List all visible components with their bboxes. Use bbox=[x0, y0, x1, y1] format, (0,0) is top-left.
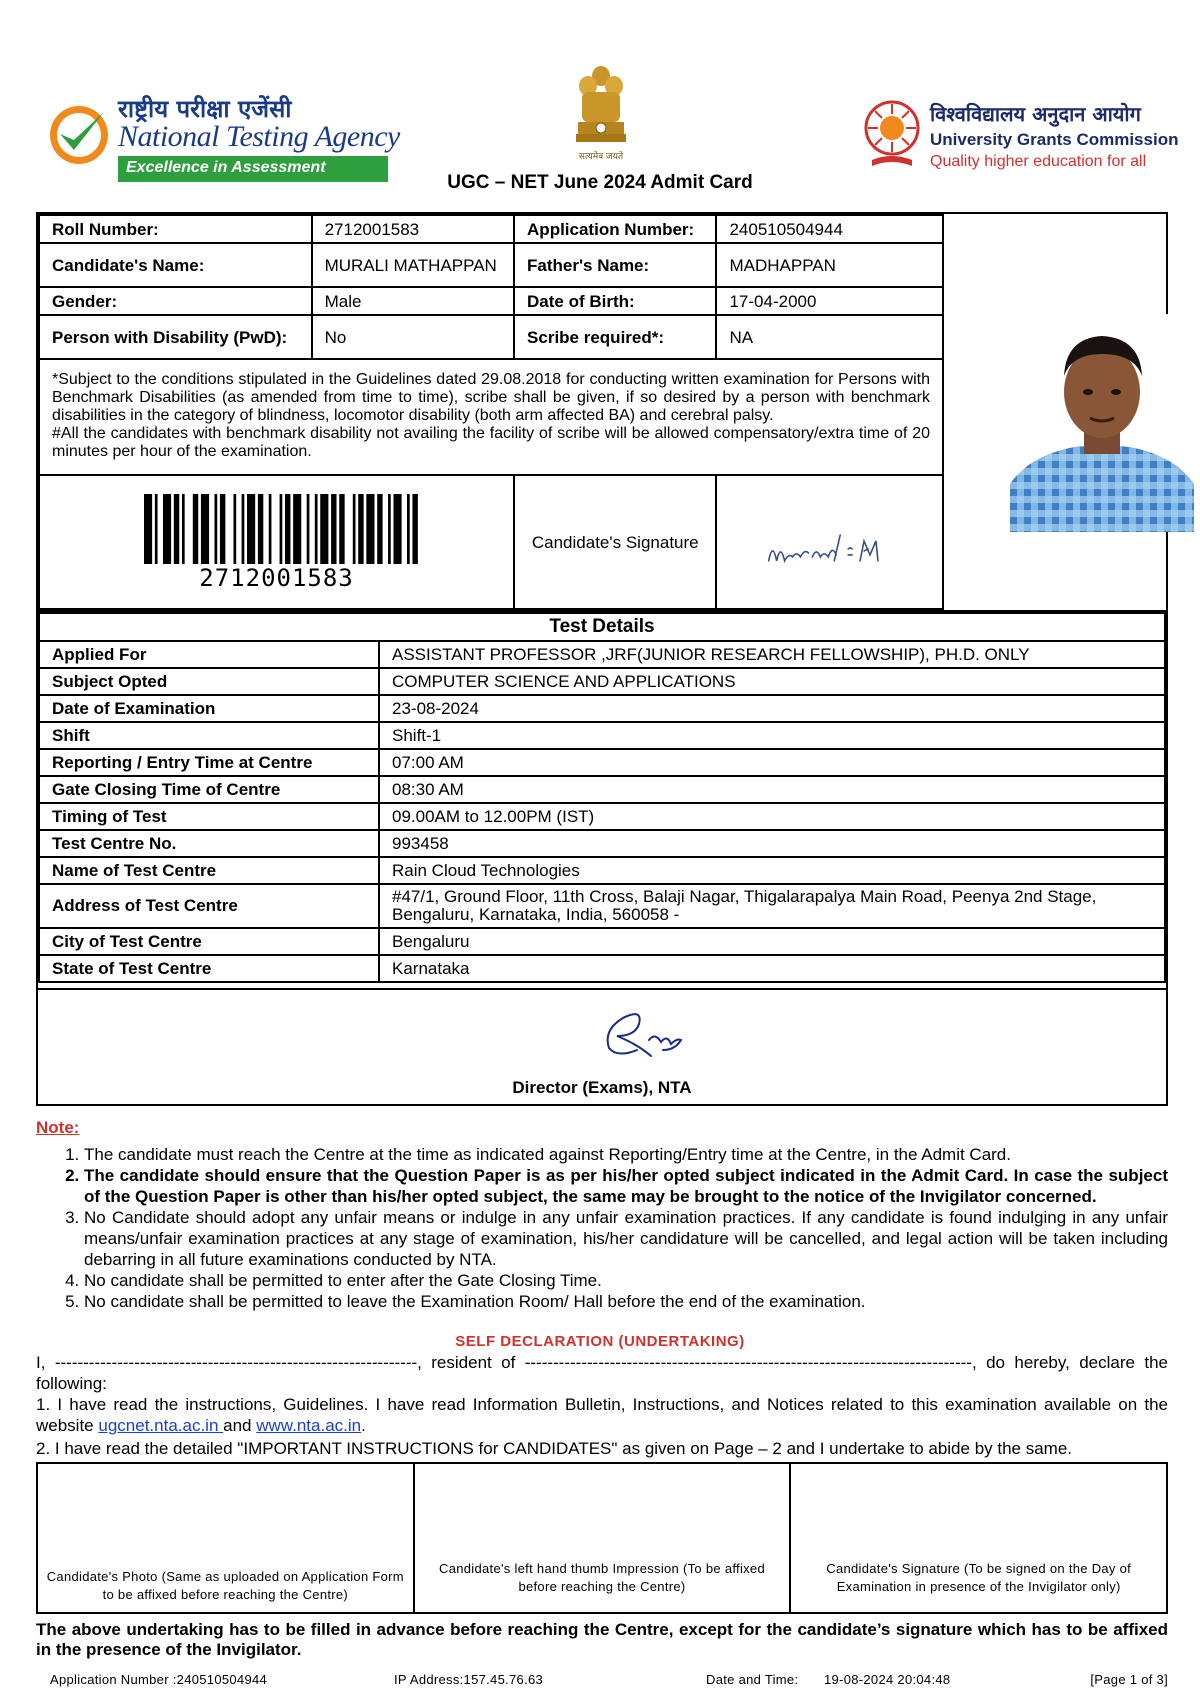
undertaking-boxes bbox=[36, 1462, 1168, 1614]
test-detail-label: Date of Examination bbox=[39, 695, 379, 722]
candidate-name-label: Candidate's Name: bbox=[39, 243, 312, 287]
test-detail-row bbox=[39, 695, 1165, 722]
nta-tagline: Excellence in Assessment bbox=[118, 156, 388, 182]
father-name-label: Father's Name: bbox=[514, 243, 716, 287]
nta-hindi-name: राष्ट्रीय परीक्षा एजेंसी bbox=[118, 95, 292, 123]
note-item: 2. The candidate should ensure that the Question Paper is as per his/her opted subject indicated in the Admit Card. In case the subject of the Question Paper is other than his/her opted subject, the same may be brought to the notice of the Invigilator concerned. bbox=[84, 1165, 1168, 1207]
note-item: 1. The candidate must reach the Centre at the time as indicated against Reporting/Entry time at the Centre, in the Admit Card. bbox=[84, 1144, 1168, 1165]
note-item: 4. No candidate shall be permitted to enter after the Gate Closing Time. bbox=[84, 1270, 1168, 1291]
test-detail-value: ASSISTANT PROFESSOR ,JRF(JUNIOR RESEARCH FELLOWSHIP), PH.D. ONLY bbox=[379, 641, 1165, 668]
footer-date-label: Date and Time: bbox=[706, 1672, 799, 1687]
test-detail-label: Timing of Test bbox=[39, 803, 379, 830]
thumb-impression-box bbox=[415, 1464, 792, 1612]
note-item: 3. No Candidate should adopt any unfair means or indulge in any unfair examination practices. If any candidate is found indulging in any unfair means/unfair examination practices at any stage of examination, his/her candidature will be cancelled, and legal action will be taken including debarring in all future examinations conducted by NTA. bbox=[84, 1207, 1168, 1270]
test-detail-label: City of Test Centre bbox=[39, 928, 379, 955]
candidate-signature-image bbox=[717, 491, 942, 591]
test-detail-value: 23-08-2024 bbox=[379, 695, 1165, 722]
test-detail-label: Gate Closing Time of Centre bbox=[39, 776, 379, 803]
dob-label: Date of Birth: bbox=[514, 287, 716, 315]
candidate-signature-cell bbox=[716, 475, 943, 609]
ugc-seal-icon bbox=[862, 100, 922, 176]
candidate-photo-cell bbox=[944, 214, 1166, 610]
test-detail-value: Rain Cloud Technologies bbox=[379, 857, 1165, 884]
test-detail-row bbox=[39, 749, 1165, 776]
test-detail-value: Bengaluru bbox=[379, 928, 1165, 955]
barcode-cell bbox=[39, 475, 514, 609]
roll-number-value: 2712001583 bbox=[312, 215, 514, 243]
candidate-details-box bbox=[36, 212, 1168, 612]
nta-link[interactable]: www.nta.ac.in bbox=[256, 1416, 362, 1435]
candidate-name-value: MURALI MATHAPPAN bbox=[312, 243, 514, 287]
gender-value: Male bbox=[312, 287, 514, 315]
test-detail-row bbox=[39, 928, 1165, 955]
ugc-hindi-name: विश्वविद्यालय अनुदान आयोग bbox=[930, 102, 1141, 126]
footer-date-value: 19-08-2024 20:04:48 bbox=[824, 1672, 951, 1687]
test-detail-row bbox=[39, 776, 1165, 803]
roll-number-label: Roll Number: bbox=[39, 215, 312, 243]
scribe-note bbox=[39, 359, 943, 475]
test-detail-row bbox=[39, 641, 1165, 668]
candidate-info-table bbox=[38, 214, 944, 610]
test-details-box bbox=[36, 612, 1168, 990]
nta-english-name: National Testing Agency bbox=[118, 120, 400, 153]
director-label: Director (Exams), NTA bbox=[512, 1078, 692, 1097]
test-detail-label: Reporting / Entry Time at Centre bbox=[39, 749, 379, 776]
compensatory-time-text: #All the candidates with benchmark disability not availing the facility of scribe will be allowed compensatory/extra time of 20 minutes per hour of the examination. bbox=[52, 425, 930, 460]
scribe-conditions-text: *Subject to the conditions stipulated in the Guidelines dated 29.08.2018 for conducting written examination for Persons with Benchmark Disabilities (as amended from time to time), scribe shall be given, if so desired by a person with benchmark disabilities in the category of blindness, locomotor disability (both arm affected BA) and cerebral palsy. bbox=[52, 371, 930, 424]
test-detail-value: 07:00 AM bbox=[379, 749, 1165, 776]
notes-title: Note: bbox=[36, 1118, 80, 1137]
gender-label: Gender: bbox=[39, 287, 312, 315]
emblem-text: सत्यमेव जयते bbox=[578, 152, 624, 162]
director-signature-image bbox=[593, 1000, 693, 1066]
notes-list bbox=[84, 1144, 1168, 1312]
ugcnet-link[interactable]: ugcnet.nta.ac.in bbox=[98, 1416, 224, 1435]
father-name-value: MADHAPPAN bbox=[716, 243, 943, 287]
test-detail-value: Shift-1 bbox=[379, 722, 1165, 749]
nta-checkmark-icon bbox=[48, 104, 110, 166]
test-detail-row bbox=[39, 668, 1165, 695]
test-detail-row bbox=[39, 857, 1165, 884]
declaration-line-3: 2. I have read the detailed "IMPORTANT INSTRUCTIONS for CANDIDATES" as given on Page – 2 and I undertake to abide by the same. bbox=[36, 1439, 1073, 1458]
test-detail-label: State of Test Centre bbox=[39, 955, 379, 982]
thumb-impression-caption: Candidate's left hand thumb Impression (To be affixed before reaching the Centre) bbox=[439, 1561, 765, 1594]
test-details-heading: Test Details bbox=[39, 613, 1165, 641]
test-detail-row bbox=[39, 884, 1165, 928]
signature-box bbox=[791, 1464, 1166, 1612]
test-detail-label: Applied For bbox=[39, 641, 379, 668]
pwd-label: Person with Disability (PwD): bbox=[39, 315, 312, 359]
application-number-value: 240510504944 bbox=[716, 215, 943, 243]
candidate-signature-label: Candidate's Signature bbox=[514, 475, 716, 609]
page-title: UGC – NET June 2024 Admit Card bbox=[447, 172, 753, 193]
ugc-logo bbox=[862, 100, 1182, 180]
barcode-number: 2712001583 bbox=[199, 564, 354, 592]
national-emblem-icon bbox=[568, 62, 634, 166]
scribe-label: Scribe required*: bbox=[514, 315, 716, 359]
test-detail-row bbox=[39, 803, 1165, 830]
test-detail-row bbox=[39, 830, 1165, 857]
test-detail-value: 09.00AM to 12.00PM (IST) bbox=[379, 803, 1165, 830]
director-signature-box bbox=[36, 990, 1168, 1106]
test-detail-value: 993458 bbox=[379, 830, 1165, 857]
photo-affix-caption: Candidate's Photo (Same as uploaded on Application Form to be affixed before reaching the Centre) bbox=[46, 1569, 404, 1602]
admit-card-header bbox=[0, 0, 1200, 205]
signature-caption: Candidate's Signature (To be signed on the Day of Examination in presence of the Invigilator only) bbox=[826, 1561, 1132, 1594]
test-detail-label: Shift bbox=[39, 722, 379, 749]
declaration-line-1: I, ----------------------------------------------------------------, resident of -------------------------------------------------------------------------------, do hereby, declare the following: bbox=[36, 1353, 1168, 1393]
candidate-photo bbox=[1010, 314, 1194, 532]
test-detail-value: Karnataka bbox=[379, 955, 1165, 982]
footer-application-number: Application Number :240510504944 bbox=[50, 1672, 268, 1687]
test-detail-value: 08:30 AM bbox=[379, 776, 1165, 803]
ugc-tagline: Quality higher education for all bbox=[930, 153, 1147, 170]
photo-affix-box bbox=[38, 1464, 415, 1612]
nta-logo bbox=[48, 92, 400, 182]
self-declaration-title: SELF DECLARATION (UNDERTAKING) bbox=[455, 1333, 745, 1350]
test-detail-value: #47/1, Ground Floor, 11th Cross, Balaji Nagar, Thigalarapalya Main Road, Peenya 2nd Stage, Bengaluru, Karnataka, India, 560058 - bbox=[379, 884, 1165, 928]
pwd-value: No bbox=[312, 315, 514, 359]
declaration-line-2: 1. I have read the instructions, Guidelines. I have read Information Bulletin, Instructions, and Notices related to this examination available on the website ugcnet.nta.ac.in and www.nta.ac.in. bbox=[36, 1395, 1168, 1435]
ugc-english-name: University Grants Commission bbox=[930, 130, 1179, 149]
test-detail-label: Name of Test Centre bbox=[39, 857, 379, 884]
dob-value: 17-04-2000 bbox=[716, 287, 943, 315]
note-item: 5. No candidate shall be permitted to leave the Examination Room/ Hall before the end of the examination. bbox=[84, 1291, 1168, 1312]
scribe-value: NA bbox=[716, 315, 943, 359]
test-detail-label: Test Centre No. bbox=[39, 830, 379, 857]
application-number-label: Application Number: bbox=[514, 215, 716, 243]
test-detail-row bbox=[39, 722, 1165, 749]
test-detail-label: Subject Opted bbox=[39, 668, 379, 695]
test-detail-label: Address of Test Centre bbox=[39, 884, 379, 928]
undertaking-note: The above undertaking has to be filled in advance before reaching the Centre, except for the candidate’s signature which has to be affixed in the presence of the Invigilator. bbox=[36, 1620, 1168, 1659]
test-details-table bbox=[38, 612, 1166, 983]
footer-page-number: [Page 1 of 3] bbox=[1090, 1672, 1168, 1687]
test-detail-value: COMPUTER SCIENCE AND APPLICATIONS bbox=[379, 668, 1165, 695]
test-detail-row bbox=[39, 955, 1165, 982]
barcode-icon bbox=[144, 494, 426, 564]
footer-ip-address: IP Address:157.45.76.63 bbox=[394, 1672, 544, 1687]
